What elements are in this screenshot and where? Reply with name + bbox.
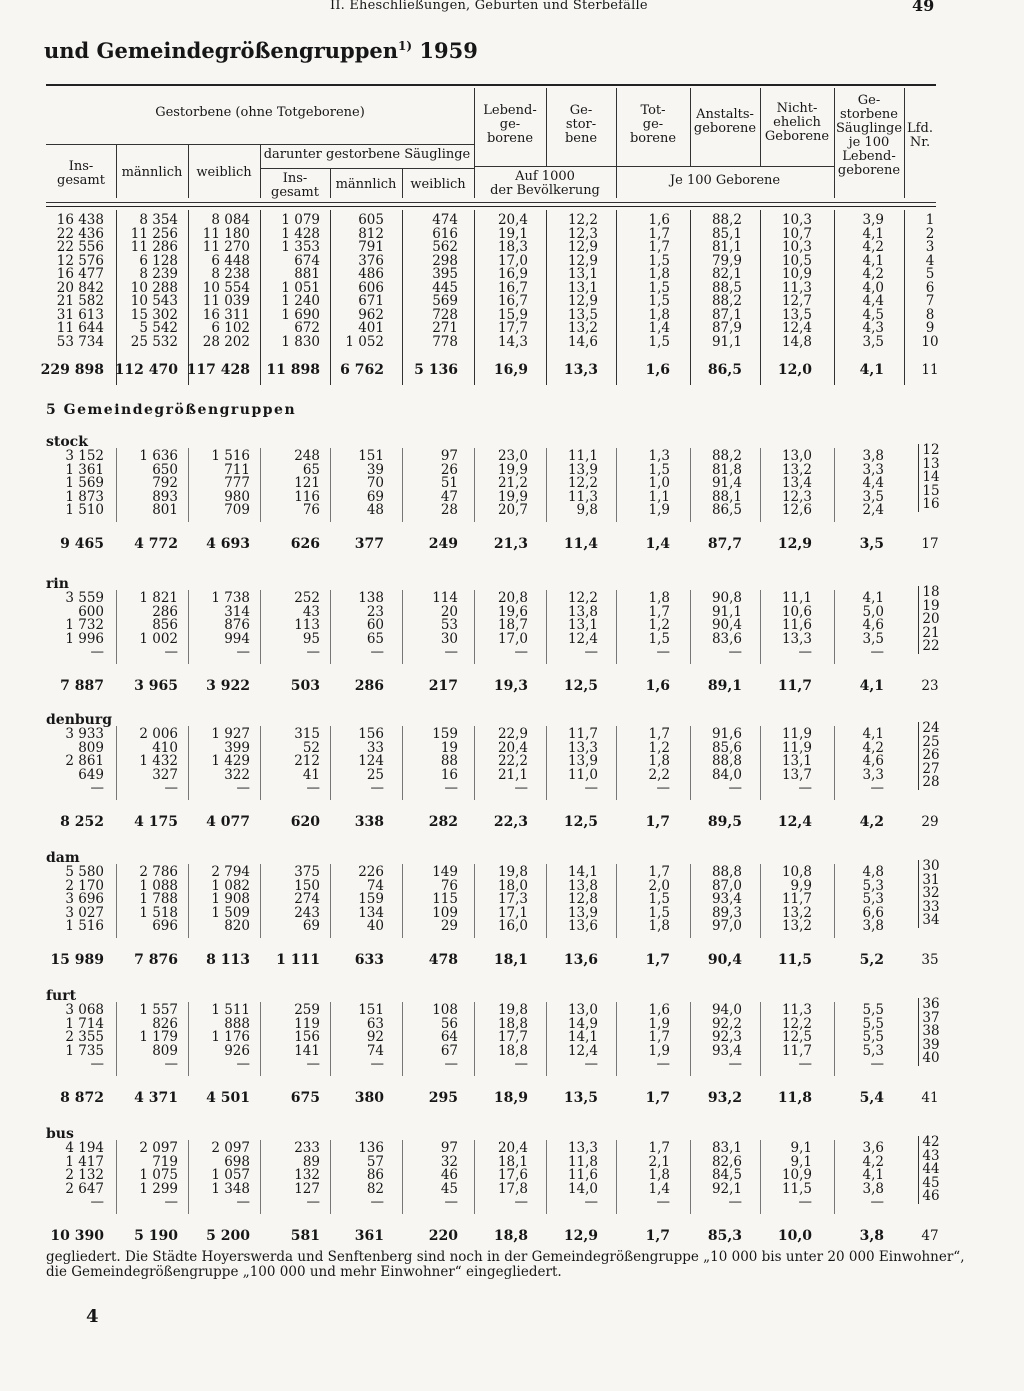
fb-c10: 88,2 85,1 81,1 79,9 82,1 88,5 88,2 87,1 87,9 91,1 [711, 212, 742, 350]
group-col-gestorbene: 11,7 13,3 13,9 11,0 — [567, 726, 598, 796]
group-stock-total-insgesamt: 9 465 [60, 536, 104, 552]
fb-c2: 8 354 11 256 11 286 6 128 8 239 10 288 10 543 15 302 5 542 25 532 [130, 212, 178, 350]
group-lfd: 12 13 14 15 16 [918, 444, 943, 512]
fb-total-saeuglinge-weiblich: 5 136 [414, 362, 458, 378]
group-furt-total-saeuglinge-weiblich: 295 [428, 1090, 458, 1106]
group-col-maennlich: 1 636 650 792 893 801 [139, 448, 178, 518]
group-col-saeuglinge-je-100: 4,1 5,0 4,6 3,5 — [862, 590, 884, 660]
group-stock-total-maennlich: 4 772 [134, 536, 178, 552]
group-rin-total-maennlich: 3 965 [134, 678, 178, 694]
group-dam-total-nichtehelich: 11,5 [777, 952, 812, 968]
group-stock-total-lebendgeborene: 21,3 [493, 536, 528, 552]
group-stock-total-totgeborene: 1,4 [645, 536, 670, 552]
group-col-saeuglinge-insgesamt: 252 43 113 95 — [294, 590, 320, 660]
group-dam-total-anstaltsgeborene: 90,4 [707, 952, 742, 968]
fb-lfd: 1 2 3 4 5 6 7 8 9 10 [921, 212, 939, 350]
group-col-totgeborene: 1,8 1,7 1,2 1,5 — [648, 590, 670, 660]
group-lfd: 30 31 32 33 34 [918, 860, 943, 928]
group-bus-total-nichtehelich: 10,0 [777, 1228, 812, 1244]
group-rin-total-weiblich: 3 922 [206, 678, 250, 694]
group-rin-total-totgeborene: 1,6 [645, 678, 670, 694]
group-dam-total-lfd: 35 [921, 952, 939, 968]
group-col-saeuglinge-je-100: 3,8 3,3 4,4 3,5 2,4 [862, 448, 884, 518]
fb-total-anstaltsgeborene: 86,5 [707, 362, 742, 378]
group-furt-total-lfd: 41 [921, 1090, 939, 1106]
group-col-saeuglinge-insgesamt: 315 52 212 41 — [294, 726, 320, 796]
group-furt-total-insgesamt: 8 872 [60, 1090, 104, 1106]
group-furt-total-saeuglinge-insgesamt: 675 [290, 1090, 320, 1106]
group-rin-total-gestorbene: 12,5 [563, 678, 598, 694]
group-col-lebendgeborene: 20,8 19,6 18,7 17,0 — [497, 590, 528, 660]
group-bus-total-insgesamt: 10 390 [50, 1228, 104, 1244]
group-col-saeuglinge-insgesamt: 233 89 132 127 — [294, 1140, 320, 1210]
title-text: und Gemeindegrößengruppen [44, 38, 399, 63]
fb-total-saeuglinge-je-100: 4,1 [859, 362, 884, 378]
group-lfd: 36 37 38 39 40 [918, 998, 943, 1066]
group-col-totgeborene: 1,7 2,0 1,5 1,5 1,8 [648, 864, 670, 934]
group-stock-total-nichtehelich: 12,9 [777, 536, 812, 552]
group-col-saeuglinge-je-100: 5,5 5,5 5,5 5,3 — [862, 1002, 884, 1072]
group-denburg-total-totgeborene: 1,7 [645, 814, 670, 830]
group-stock-total-weiblich: 4 693 [206, 536, 250, 552]
group-dam-total-saeuglinge-maennlich: 633 [354, 952, 384, 968]
group-denburg-total-saeuglinge-maennlich: 338 [354, 814, 384, 830]
group-col-lebendgeborene: 19,8 18,8 17,7 18,8 — [497, 1002, 528, 1072]
group-bus-total-saeuglinge-maennlich: 361 [354, 1228, 384, 1244]
group-furt-total-totgeborene: 1,7 [645, 1090, 670, 1106]
group-rin-total-saeuglinge-insgesamt: 503 [290, 678, 320, 694]
group-col-saeuglinge-weiblich: 97 32 46 45 — [440, 1140, 458, 1210]
group-col-saeuglinge-je-100: 4,8 5,3 5,3 6,6 3,8 [862, 864, 884, 934]
group-furt-total-saeuglinge-je-100: 5,4 [859, 1090, 884, 1106]
group-dam-total-maennlich: 7 876 [134, 952, 178, 968]
group-col-nichtehelich: 11,3 12,2 12,5 11,7 — [781, 1002, 812, 1072]
group-col-lebendgeborene: 23,0 19,9 21,2 19,9 20,7 [497, 448, 528, 518]
group-col-saeuglinge-maennlich: 151 39 70 69 48 [358, 448, 384, 518]
fb-total-saeuglinge-maennlich: 6 762 [340, 362, 384, 378]
group-col-gestorbene: 12,2 13,8 13,1 12,4 — [567, 590, 598, 660]
group-bus-total-anstaltsgeborene: 85,3 [707, 1228, 742, 1244]
group-bus-total-maennlich: 5 190 [134, 1228, 178, 1244]
title-year: 1959 [419, 38, 478, 63]
group-col-insgesamt: 3 068 1 714 2 355 1 735 — [65, 1002, 104, 1072]
fb-c5: 605 812 791 376 486 606 671 962 401 1 052 [345, 212, 384, 350]
group-denburg-total-gestorbene: 12,5 [563, 814, 598, 830]
footer-number: 4 [86, 1306, 99, 1327]
group-col-totgeborene: 1,6 1,9 1,7 1,9 — [648, 1002, 670, 1072]
group-rin-total-lfd: 23 [921, 678, 939, 694]
fb-c6: 474 616 562 298 395 445 569 728 271 778 [432, 212, 458, 350]
header-saeuglinge-maennlich: männlich [335, 177, 397, 192]
group-rin-total-lebendgeborene: 19,3 [493, 678, 528, 694]
group-furt-total-maennlich: 4 371 [134, 1090, 178, 1106]
group-furt-total-nichtehelich: 11,8 [777, 1090, 812, 1106]
group-dam-total-saeuglinge-insgesamt: 1 111 [276, 952, 320, 968]
header-lfd-nr: Lfd. Nr. [907, 121, 933, 150]
table-header [46, 88, 936, 208]
group-col-gestorbene: 11,1 13,9 12,2 11,3 9,8 [567, 448, 598, 518]
group-col-saeuglinge-insgesamt: 248 65 121 116 76 [294, 448, 320, 518]
header-nichtehelich: Nicht- ehelich Geborene [764, 101, 830, 144]
group-label: denburg [46, 712, 113, 728]
fb-c11: 10,3 10,7 10,3 10,5 10,9 11,3 12,7 13,5 12,4 14,8 [781, 212, 812, 350]
group-stock-total-saeuglinge-weiblich: 249 [428, 536, 458, 552]
group-rin-total-saeuglinge-weiblich: 217 [428, 678, 458, 694]
header-anstaltsgeborene: Anstalts- geborene [693, 107, 757, 136]
group-col-gestorbene: 13,3 11,8 11,6 14,0 — [567, 1140, 598, 1210]
group-furt-total-weiblich: 4 501 [206, 1090, 250, 1106]
group-col-nichtehelich: 11,1 10,6 11,6 13,3 — [781, 590, 812, 660]
group-label: stock [46, 434, 88, 450]
header-saeuglinge-je-100: Ge- storbene Säuglinge je 100 Lebend- geborene [835, 93, 903, 178]
group-col-saeuglinge-je-100: 3,6 4,2 4,1 3,8 — [862, 1140, 884, 1210]
header-gestorbene-rate: Ge- stor- bene [564, 103, 598, 146]
header-weiblich: weiblich [196, 165, 252, 180]
fb-c8: 12,2 12,3 12,9 12,9 13,1 13,1 12,9 13,5 13,2 14,6 [567, 212, 598, 350]
group-lfd: 18 19 20 21 22 [918, 586, 943, 654]
group-denburg-total-saeuglinge-je-100: 4,2 [859, 814, 884, 830]
group-col-saeuglinge-weiblich: 97 26 51 47 28 [440, 448, 458, 518]
group-col-insgesamt: 3 152 1 361 1 569 1 873 1 510 [65, 448, 104, 518]
fb-c3: 8 084 11 180 11 270 6 448 8 238 10 554 11 039 16 311 6 102 28 202 [202, 212, 250, 350]
header-gestorbene: Gestorbene (ohne Totgeborene) [155, 105, 365, 120]
group-col-anstaltsgeborene: 91,6 85,6 88,8 84,0 — [711, 726, 742, 796]
group-col-saeuglinge-insgesamt: 259 119 156 141 — [294, 1002, 320, 1072]
group-denburg-total-lfd: 29 [921, 814, 939, 830]
group-furt-total-gestorbene: 13,5 [563, 1090, 598, 1106]
fb-total-lfd: 11 [921, 362, 939, 378]
group-rin-total-saeuglinge-maennlich: 286 [354, 678, 384, 694]
group-dam-total-gestorbene: 13,6 [563, 952, 598, 968]
fb-total-weiblich: 117 428 [186, 362, 250, 378]
group-denburg-total-saeuglinge-weiblich: 282 [428, 814, 458, 830]
group-col-saeuglinge-weiblich: 159 19 88 16 — [432, 726, 458, 796]
group-col-saeuglinge-maennlich: 226 74 159 134 40 [358, 864, 384, 934]
header-bottom-rule [46, 206, 936, 207]
group-col-nichtehelich: 13,0 13,2 13,4 12,3 12,6 [781, 448, 812, 518]
group-dam-total-totgeborene: 1,7 [645, 952, 670, 968]
header-lebendgeborene: Lebend- ge- borene [483, 103, 537, 146]
fb-total-gestorbene: 13,3 [563, 362, 598, 378]
top-rule [46, 84, 936, 86]
group-col-anstaltsgeborene: 90,8 91,1 90,4 83,6 — [711, 590, 742, 660]
group-col-anstaltsgeborene: 88,8 87,0 93,4 89,3 97,0 [711, 864, 742, 934]
group-denburg-total-saeuglinge-insgesamt: 620 [290, 814, 320, 830]
group-col-saeuglinge-je-100: 4,1 4,2 4,6 3,3 — [862, 726, 884, 796]
group-lfd: 24 25 26 27 28 [918, 722, 943, 790]
fb-total-nichtehelich: 12,0 [777, 362, 812, 378]
group-label: furt [46, 988, 77, 1004]
group-col-insgesamt: 3 559 600 1 732 1 996 — [65, 590, 104, 660]
group-bus-total-saeuglinge-weiblich: 220 [428, 1228, 458, 1244]
page-number: 49 [912, 0, 935, 15]
group-col-lebendgeborene: 20,4 18,1 17,6 17,8 — [497, 1140, 528, 1210]
fb-c7: 20,4 19,1 18,3 17,0 16,9 16,7 16,7 15,9 17,7 14,3 [497, 212, 528, 350]
group-rin-total-saeuglinge-je-100: 4,1 [859, 678, 884, 694]
group-col-nichtehelich: 11,9 11,9 13,1 13,7 — [781, 726, 812, 796]
group-col-saeuglinge-weiblich: 108 56 64 67 — [432, 1002, 458, 1072]
group-denburg-total-weiblich: 4 077 [206, 814, 250, 830]
group-col-maennlich: 1 821 286 856 1 002 — [139, 590, 178, 660]
group-furt-total-saeuglinge-maennlich: 380 [354, 1090, 384, 1106]
group-lfd: 42 43 44 45 46 [918, 1136, 943, 1204]
group-col-saeuglinge-maennlich: 151 63 92 74 — [358, 1002, 384, 1072]
fb-c9: 1,6 1,7 1,7 1,5 1,8 1,5 1,5 1,8 1,4 1,5 [648, 212, 670, 350]
group-col-anstaltsgeborene: 83,1 82,6 84,5 92,1 — [711, 1140, 742, 1210]
fb-total-insgesamt: 229 898 [40, 362, 104, 378]
fb-total-saeuglinge-insgesamt: 11 898 [266, 362, 320, 378]
group-col-maennlich: 2 786 1 088 1 788 1 518 696 [139, 864, 178, 934]
group-furt-total-anstaltsgeborene: 93,2 [707, 1090, 742, 1106]
group-denburg-total-insgesamt: 8 252 [60, 814, 104, 830]
group-col-maennlich: 2 097 719 1 075 1 299 — [139, 1140, 178, 1210]
running-head: II. Eheschließungen, Geburten und Sterbefälle [330, 0, 648, 13]
header-saeuglinge-weiblich: weiblich [410, 177, 466, 192]
fb-c4: 1 079 1 428 1 353 674 881 1 051 1 240 1 690 672 1 830 [281, 212, 320, 350]
group-dam-total-weiblich: 8 113 [206, 952, 250, 968]
header-maennlich: männlich [121, 165, 183, 180]
group-dam-total-saeuglinge-weiblich: 478 [428, 952, 458, 968]
group-denburg-total-lebendgeborene: 22,3 [493, 814, 528, 830]
group-col-weiblich: 1 927 399 1 429 322 — [211, 726, 250, 796]
group-stock-total-saeuglinge-insgesamt: 626 [290, 536, 320, 552]
group-col-weiblich: 1 738 314 876 994 — [211, 590, 250, 660]
page-title [44, 38, 478, 63]
group-stock-total-saeuglinge-maennlich: 377 [354, 536, 384, 552]
group-bus-total-weiblich: 5 200 [206, 1228, 250, 1244]
fb-c1: 16 438 22 436 22 556 12 576 16 477 20 842 21 582 31 613 11 644 53 734 [56, 212, 104, 350]
group-bus-total-lfd: 47 [921, 1228, 939, 1244]
group-col-saeuglinge-maennlich: 156 33 124 25 — [358, 726, 384, 796]
group-dam-total-insgesamt: 15 989 [50, 952, 104, 968]
header-auf-1000: Auf 1000 der Bevölkerung [490, 169, 600, 198]
group-col-insgesamt: 3 933 809 2 861 649 — [65, 726, 104, 796]
group-label: bus [46, 1126, 74, 1142]
group-col-weiblich: 2 794 1 082 1 908 1 509 820 [211, 864, 250, 934]
group-stock-total-lfd: 17 [921, 536, 939, 552]
group-denburg-total-anstaltsgeborene: 89,5 [707, 814, 742, 830]
group-bus-total-totgeborene: 1,7 [645, 1228, 670, 1244]
group-col-lebendgeborene: 22,9 20,4 22,2 21,1 — [497, 726, 528, 796]
group-col-insgesamt: 4 194 1 417 2 132 2 647 — [65, 1140, 104, 1210]
group-denburg-total-nichtehelich: 12,4 [777, 814, 812, 830]
group-col-lebendgeborene: 19,8 18,0 17,3 17,1 16,0 [497, 864, 528, 934]
group-col-weiblich: 2 097 698 1 057 1 348 — [211, 1140, 250, 1210]
group-denburg-total-maennlich: 4 175 [134, 814, 178, 830]
header-je-100-geborene: Je 100 Geborene [669, 173, 781, 188]
group-bus-total-gestorbene: 12,9 [563, 1228, 598, 1244]
group-col-insgesamt: 5 580 2 170 3 696 3 027 1 516 [65, 864, 104, 934]
group-col-saeuglinge-maennlich: 136 57 86 82 — [358, 1140, 384, 1210]
group-col-saeuglinge-insgesamt: 375 150 274 243 69 [294, 864, 320, 934]
header-darunter-saeuglinge: darunter gestorbene Säuglinge [263, 147, 471, 162]
group-col-anstaltsgeborene: 88,2 81,8 91,4 88,1 86,5 [711, 448, 742, 518]
group-col-saeuglinge-weiblich: 149 76 115 109 29 [432, 864, 458, 934]
group-col-maennlich: 1 557 826 1 179 809 — [139, 1002, 178, 1072]
group-rin-total-nichtehelich: 11,7 [777, 678, 812, 694]
group-stock-total-saeuglinge-je-100: 3,5 [859, 536, 884, 552]
group-bus-total-saeuglinge-je-100: 3,8 [859, 1228, 884, 1244]
header-totgeborene: Tot- ge- borene [629, 103, 677, 146]
group-col-gestorbene: 14,1 13,8 12,8 13,9 13,6 [567, 864, 598, 934]
header-saeuglinge-insgesamt: Ins- gesamt [271, 171, 319, 200]
group-bus-total-lebendgeborene: 18,8 [493, 1228, 528, 1244]
group-col-anstaltsgeborene: 94,0 92,2 92,3 93,4 — [711, 1002, 742, 1072]
fb-c12: 3,9 4,1 4,2 4,1 4,2 4,0 4,4 4,5 4,3 3,5 [862, 212, 884, 350]
group-bus-total-saeuglinge-insgesamt: 581 [290, 1228, 320, 1244]
group-col-maennlich: 2 006 410 1 432 327 — [139, 726, 178, 796]
fb-total-maennlich: 112 470 [114, 362, 178, 378]
group-col-weiblich: 1 516 711 777 980 709 [211, 448, 250, 518]
group-stock-total-anstaltsgeborene: 87,7 [707, 536, 742, 552]
group-stock-total-gestorbene: 11,4 [563, 536, 598, 552]
group-col-totgeborene: 1,3 1,5 1,0 1,1 1,9 [648, 448, 670, 518]
group-col-totgeborene: 1,7 1,2 1,8 2,2 — [648, 726, 670, 796]
section-label: 5 Gemeindegrößengruppen [46, 402, 297, 418]
group-col-saeuglinge-maennlich: 138 23 60 65 — [358, 590, 384, 660]
fb-total-lebendgeborene: 16,9 [493, 362, 528, 378]
title-footnote-mark: 1) [398, 39, 413, 53]
group-dam-total-saeuglinge-je-100: 5,2 [859, 952, 884, 968]
group-col-weiblich: 1 511 888 1 176 926 — [211, 1002, 250, 1072]
group-col-saeuglinge-weiblich: 114 20 53 30 — [432, 590, 458, 660]
fb-total-totgeborene: 1,6 [645, 362, 670, 378]
group-label: rin [46, 576, 69, 592]
group-col-gestorbene: 13,0 14,9 14,1 12,4 — [567, 1002, 598, 1072]
group-label: dam [46, 850, 80, 866]
group-col-nichtehelich: 9,1 9,1 10,9 11,5 — [781, 1140, 812, 1210]
group-col-totgeborene: 1,7 2,1 1,8 1,4 — [648, 1140, 670, 1210]
group-furt-total-lebendgeborene: 18,9 [493, 1090, 528, 1106]
footnote: gegliedert. Die Städte Hoyerswerda und Senftenberg sind noch in der Gemeindegrößengruppe „10 000 bis unter 20 000 Einwohner“, die Gemeindegrößengruppe „100 000 und mehr Einwohner“ eingegliedert. [46, 1249, 965, 1280]
header-insgesamt: Ins- gesamt [57, 159, 105, 188]
group-rin-total-insgesamt: 7 887 [60, 678, 104, 694]
group-dam-total-lebendgeborene: 18,1 [493, 952, 528, 968]
group-col-nichtehelich: 10,8 9,9 11,7 13,2 13,2 [781, 864, 812, 934]
group-rin-total-anstaltsgeborene: 89,1 [707, 678, 742, 694]
